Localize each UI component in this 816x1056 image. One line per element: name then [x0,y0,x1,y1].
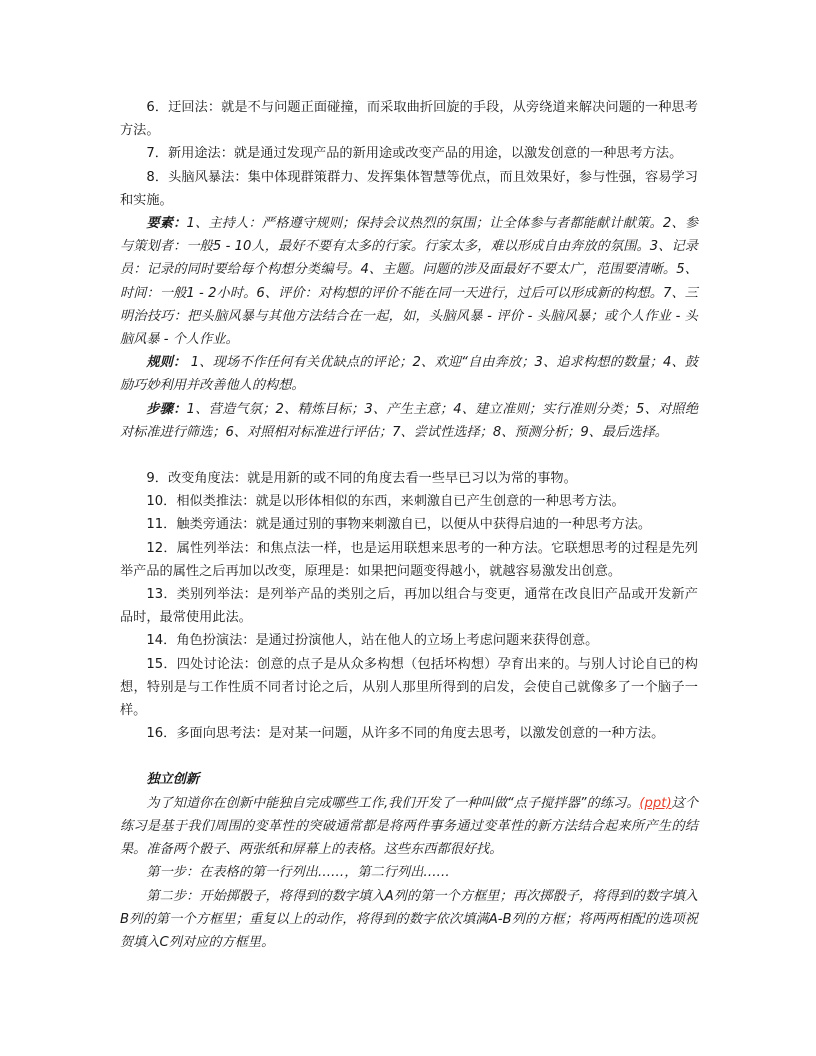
document-page [120,96,698,954]
independent-intro [120,792,698,862]
blank-line [120,444,698,467]
method-7: 7．新用途法：就是通过发现产品的新用途或改变产品的用途，以激发创意的一种思考方法。 [146,146,683,162]
method-11: 11．触类旁通法：就是通过别的事物来刺激自已，以便从中获得启迪的一种思考方法。 [146,517,652,533]
steps-text: 1、营造气氛；2、精炼目标；3、产生主意；4、建立准则；实行准则分类；5、对照绝对标准进行筛选；6、对照相对标准进行评估；7、尝试性选择；8、预测分析；9、最后选择。 [120,401,699,440]
method-12: 12．属性列举法：和焦点法一样，也是运用联想来思考的一种方法。它联想思考的过程是先列举产品的属性之后再加以改变，原理是：如果把问题变得越小，就越容易激发出创意。 [120,540,698,579]
method-6: 6．迂回法：就是不与问题正面碰撞，而采取曲折回旋的手段，从旁绕道来解决问题的一种思考方法。 [120,100,698,139]
method-10: 10．相似类推法：就是以形体相似的东西，来刺激自已产生创意的一种思考方法。 [146,494,625,510]
rules-label: 规则： [146,355,187,371]
section-heading-independent-innovation: 独立创新 [146,772,200,788]
method-15: 15．四处讨论法：创意的点子是从众多构想（包括坏构想）孕育出来的。与别人讨论自已的构想，特别是与工作性质不同者讨论之后，从别人那里所得到的启发，会使自己就像多了一个脑子一样。 [120,656,698,719]
method-13: 13．类别列举法：是列举产品的类别之后，再加以组合与变更，通常在改良旧产品或开发新产品时，最常使用此法。 [120,587,698,626]
rules-text: 1、现场不作任何有关优缺点的评论；2、欢迎“自由奔放；3、追求构想的数量；4、鼓励巧妙利用并改善他人的构想。 [120,355,698,394]
brainstorm-elements [120,212,698,351]
intro-text-continued: 这个练习是基于我们周围的变革性的突破通常都是将两件事务通过变革性的新方法结合起来所产生的结果。准备两个骰子、两张纸和屏幕上的表格。这些东西都很好找。 [120,795,699,858]
method-9: 9．改变角度法：就是用新的或不同的角度去看一些早已习以为常的事物。 [146,471,577,487]
step-two: 第二步：开始掷骰子，将得到的数字填入A列的第一个方框里；再次掷骰子，将得到的数字填入B列的第一个方框里；重复以上的动作，将得到的数字依次填满A-B列的方框；将两两相配的选项祝贺填入C列对应的方框里。 [120,888,698,950]
steps-label: 步骤： [146,401,187,417]
blank-line [120,745,698,768]
step-one: 第一步：在表格的第一行列出……，第二行列出…… [146,865,450,881]
brainstorm-steps [120,398,698,444]
method-16: 16．多面向思考法：是对某一问题，从许多不同的角度去思考，以激发创意的一种方法。 [146,726,665,742]
brainstorm-rules [120,351,698,397]
elements-label: 要素： [146,216,187,232]
intro-text: 为了知道你在创新中能独自完成哪些工作,我们开发了一种叫做“点子搅拌器”的练习。 [146,795,640,811]
method-8: 8．头脑风暴法：集中体现群策群力、发挥集体智慧等优点，而且效果好，参与性强，容易学习和实施。 [120,169,698,208]
method-14: 14．角色扮演法：是通过扮演他人，站在他人的立场上考虑问题来获得创意。 [146,633,599,649]
ppt-link[interactable]: (ppt) [639,795,672,811]
elements-text: 1、主持人：严格遵守规则；保持会议热烈的氛围；让全体参与者都能献计献策。2、参与策划者：一般5 - 10人，最好不要有太多的行家。行家太多，难以形成自由奔放的氛围。3、记录员：记录的同时要给每个构想分类编号。4、主题。问题的涉及面最好不要太广，范围要清晰。5、时间：一般1 - 2小时。6、评价：对构想的评价不能在同一天进行，过后可以形成新的构想。7、三明治技巧：把头脑风暴与其他方法结合在一起，如，头脑风暴 - 评价 - 头脑风暴；或个人作业 - 头脑风暴 - 个人作业。 [120,216,699,348]
